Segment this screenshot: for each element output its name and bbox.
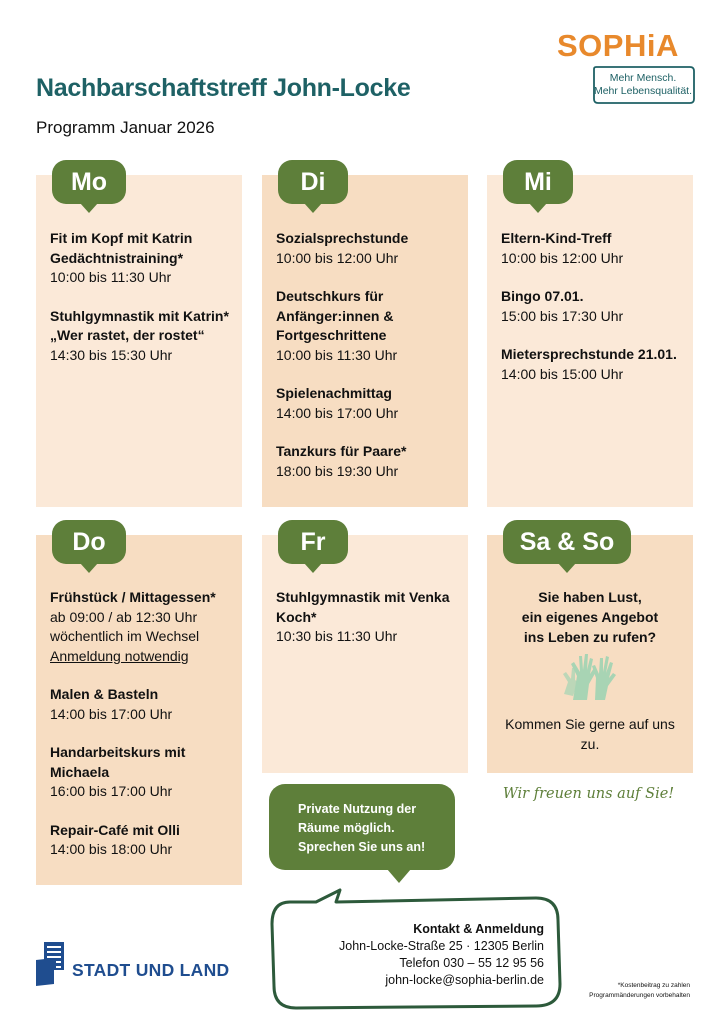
event-title: Bingo 07.01. bbox=[501, 288, 584, 304]
event-item bbox=[276, 229, 462, 268]
day-tab-friday: Fr bbox=[278, 520, 348, 564]
event-item bbox=[50, 821, 236, 860]
event-time: 14:00 bis 15:00 Uhr bbox=[501, 365, 624, 382]
page-subtitle: Programm Januar 2026 bbox=[36, 118, 215, 137]
event-time: 14:00 bis 18:00 Uhr bbox=[50, 841, 173, 857]
event-time: 14:00 bis 17:00 Uhr bbox=[50, 705, 173, 722]
events-friday bbox=[276, 588, 462, 666]
sophia-logo-wordmark: SOPHiA bbox=[557, 28, 679, 63]
promo-line: ins Leben zu rufen? bbox=[523, 629, 657, 645]
event-title: Frühstück / Mittagessen* bbox=[50, 589, 216, 605]
event-time: 10:00 bis 12:00 Uhr bbox=[501, 249, 624, 266]
day-tab-weekend: Sa & So bbox=[503, 520, 631, 564]
contact-title: Kontakt & Anmeldung bbox=[413, 922, 544, 936]
weekend-closing bbox=[487, 714, 693, 754]
stadt-und-land-logo bbox=[34, 940, 249, 988]
private-use-line: Sprechen Sie uns an! bbox=[298, 840, 426, 854]
event-item bbox=[50, 229, 236, 288]
promo-line: Sie haben Lust, bbox=[538, 589, 642, 605]
contact-block bbox=[300, 921, 544, 989]
event-title: Fit im Kopf mit Katrin Gedächtnistraining* bbox=[50, 230, 193, 266]
footnote bbox=[564, 981, 690, 1001]
stadt-und-land-building-icon bbox=[34, 940, 70, 988]
events-monday bbox=[50, 229, 236, 384]
event-item bbox=[50, 307, 236, 366]
private-use-line: Räume möglich. bbox=[298, 821, 395, 835]
event-title: Stuhlgymnastik mit Venka Koch* bbox=[276, 589, 450, 625]
event-title: Handarbeitskurs mit Michaela bbox=[50, 744, 186, 780]
event-time: 14:00 bis 17:00 Uhr bbox=[276, 404, 399, 421]
event-time: 15:00 bis 17:30 Uhr bbox=[501, 307, 624, 324]
contact-phone: Telefon 030 – 55 12 95 56 bbox=[399, 956, 544, 970]
raised-hands-icon bbox=[563, 646, 623, 707]
event-time: 10:00 bis 11:30 Uhr bbox=[276, 346, 398, 363]
event-item bbox=[501, 229, 687, 268]
events-tuesday bbox=[276, 229, 462, 500]
promo-line: ein eigenes Angebot bbox=[521, 609, 659, 625]
event-item bbox=[276, 287, 462, 365]
event-item bbox=[50, 685, 236, 724]
weekend-promo bbox=[487, 587, 693, 647]
event-time: 14:30 bis 15:30 Uhr bbox=[50, 346, 173, 363]
logo-tagline-1: Mehr Mensch. bbox=[609, 72, 677, 84]
day-tab-wednesday: Mi bbox=[503, 160, 573, 204]
event-time: 18:00 bis 19:30 Uhr bbox=[276, 462, 399, 479]
event-title: Malen & Basteln bbox=[50, 686, 159, 702]
event-item bbox=[501, 287, 687, 326]
event-registration-note: Anmeldung notwendig bbox=[50, 647, 189, 664]
event-item bbox=[276, 588, 462, 647]
event-item bbox=[276, 384, 462, 423]
event-title: Eltern-Kind-Treff bbox=[501, 230, 612, 246]
events-thursday bbox=[50, 588, 236, 879]
event-title: Tanzkurs für Paare* bbox=[276, 443, 407, 459]
contact-address: John-Locke-Straße 25 · 12305 Berlin bbox=[339, 939, 544, 953]
event-item bbox=[50, 743, 236, 802]
event-extra: wöchentlich im Wechsel bbox=[50, 628, 200, 644]
event-time: ab 09:00 / ab 12:30 Uhr bbox=[50, 608, 198, 625]
event-title: Sozialsprechstunde bbox=[276, 230, 409, 246]
day-tab-tuesday: Di bbox=[278, 160, 348, 204]
event-title: Stuhlgymnastik mit Katrin* „Wer rastet, der rostet“ bbox=[50, 307, 229, 343]
footnote-changes: Programmänderungen vorbehalten bbox=[589, 992, 690, 999]
event-title: Mietersprechstunde 21.01. bbox=[501, 346, 677, 362]
closing-line: zu. bbox=[580, 736, 600, 752]
private-use-text bbox=[298, 800, 448, 857]
events-wednesday bbox=[501, 229, 687, 403]
event-title: Repair-Café mit Olli bbox=[50, 821, 180, 838]
event-title: Spielenachmittag bbox=[276, 385, 392, 401]
event-item bbox=[501, 345, 687, 384]
event-time: 10:00 bis 12:00 Uhr bbox=[276, 249, 399, 266]
private-use-line: Private Nutzung der bbox=[298, 802, 417, 816]
footnote-cost: *Kostenbeitrag zu zahlen bbox=[617, 982, 690, 989]
slogan: Wir freuen uns auf Sie! bbox=[502, 786, 675, 802]
page-title: Nachbarschaftstreff John-Locke bbox=[36, 74, 411, 102]
day-tab-monday: Mo bbox=[52, 160, 126, 204]
closing-line: Kommen Sie gerne auf uns bbox=[505, 716, 675, 732]
stadt-und-land-wordmark: STADT UND LAND bbox=[72, 960, 230, 980]
logo-tagline-2: Mehr Lebensqualität. bbox=[593, 85, 693, 97]
event-time: 16:00 bis 17:00 Uhr bbox=[50, 783, 173, 799]
event-time: 10:00 bis 11:30 Uhr bbox=[50, 269, 172, 285]
event-item bbox=[50, 588, 236, 666]
event-time: 10:30 bis 11:30 Uhr bbox=[276, 628, 398, 644]
day-tab-thursday: Do bbox=[52, 520, 126, 564]
sophia-logo-badge bbox=[590, 65, 696, 105]
contact-email: john-locke@sophia-berlin.de bbox=[385, 973, 544, 987]
event-item bbox=[276, 442, 462, 481]
event-title: Deutschkurs für Anfänger:innen & Fortgeschrittene bbox=[276, 288, 394, 343]
